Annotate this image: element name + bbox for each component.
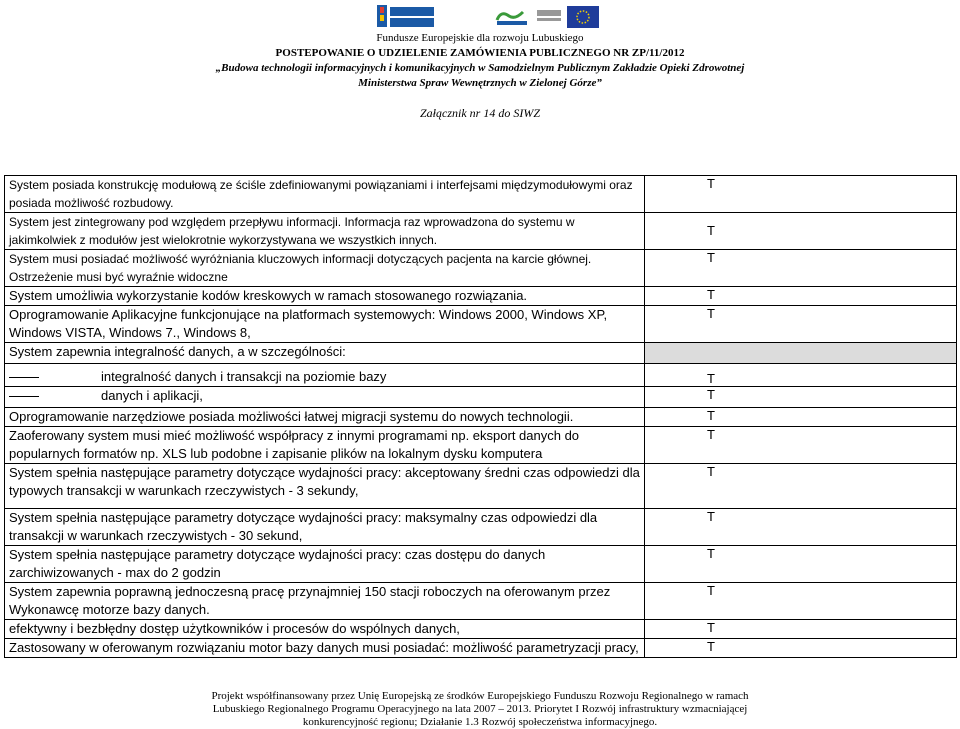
table-row [5, 546, 957, 583]
requirement-value: T [645, 509, 957, 546]
table-row [5, 427, 957, 464]
table-row [5, 176, 957, 213]
requirements-table [4, 175, 957, 658]
table-row [5, 639, 957, 658]
requirement-value: T [645, 387, 957, 408]
table-row [5, 364, 957, 387]
header-line-4: Ministerstwa Spraw Wewnętrznych w Zielonej Górze” [358, 77, 602, 89]
requirement-text: Oprogramowanie narzędziowe posiada możliwości łatwej migracji systemu do nowych technologii. [5, 408, 645, 427]
requirement-text: System spełnia następujące parametry dotyczące wydajności pracy: czas dostępu do danych zarchiwizowanych - max do 2 godzin [5, 546, 645, 583]
table-row [5, 213, 957, 250]
requirement-value: T [645, 427, 957, 464]
attachment-title: Załącznik nr 14 do SIWZ [420, 106, 540, 120]
table-row [5, 620, 957, 639]
requirement-text: Zaoferowany system musi mieć możliwość współpracy z innymi programami np. eksport danych do popularnych formatów np. XLS lub podobne i zapisanie plików na lokalnym dysku komputera [5, 427, 645, 464]
table-row [5, 509, 957, 546]
requirement-value-empty [645, 343, 957, 364]
requirement-value: T [645, 213, 957, 250]
table-row [5, 306, 957, 343]
requirement-value: T [645, 176, 957, 213]
table-row [5, 287, 957, 306]
requirement-text: System zapewnia poprawną jednoczesną pracę przynajmniej 150 stacji roboczych na oferowanym przez Wykonawcę motorze bazy danych. [5, 583, 645, 620]
requirement-value: T [645, 464, 957, 509]
requirement-text: System posiada konstrukcję modułową ze ściśle zdefiniowanymi powiązaniami i interfejsami międzymodułowymi oraz posiada możliwość rozbudowy. [5, 176, 645, 213]
header-line-3: „Budowa technologii informacyjnych i komunikacyjnych w Samodzielnym Publicznym Zakładzie Opieki Zdrowotnej [215, 62, 745, 74]
requirement-text: efektywny i bezbłędny dostęp użytkowników i procesów do wspólnych danych, [5, 620, 645, 639]
table-row [5, 464, 957, 509]
table-row [5, 408, 957, 427]
requirement-text: Zastosowany w oferowanym rozwiązaniu motor bazy danych musi posiadać: możliwość parametryzacji pracy, [5, 639, 645, 658]
table-row [5, 250, 957, 287]
dash-bullet-icon [9, 377, 39, 378]
requirement-bullet-item [5, 387, 645, 408]
dash-bullet-icon [9, 396, 39, 397]
requirement-value: T [645, 306, 957, 343]
footer-line-2: Lubuskiego Regionalnego Programu Operacyjnego na lata 2007 – 2013. Priorytet I Rozwój infrastruktury wzmacniającej [212, 703, 748, 715]
table-row [5, 387, 957, 408]
table-row [5, 583, 957, 620]
requirement-text: System spełnia następujące parametry dotyczące wydajności pracy: akceptowany średni czas odpowiedzi dla typowych transakcji w warunkach rzeczywistych - 3 sekundy, [5, 464, 645, 509]
header-line-1: Fundusze Europejskie dla rozwoju Lubuskiego [376, 32, 584, 44]
requirement-value: T [645, 287, 957, 306]
requirement-text: danych i aplikacji, [101, 388, 203, 403]
header-line-2: POSTEPOWANIE O UDZIELENIE ZAMÓWIENIA PUBLICZNEGO NR ZP/11/2012 [275, 47, 685, 59]
requirement-text: System musi posiadać możliwość wyróżniania kluczowych informacji dotyczących pacjenta na karcie głównej. Ostrzeżenie musi być wyraźnie widoczne [5, 250, 645, 287]
table-row [5, 343, 957, 364]
footer-line-1: Projekt współfinansowany przez Unię Europejską ze środków Europejskiego Funduszu Rozwoju Regionalnego w ramach [211, 690, 749, 702]
requirement-text: System jest zintegrowany pod względem przepływu informacji. Informacja raz wprowadzona do systemu w jakimkolwiek z modułów jest wielokrotnie wykorzystywana we wszystkich innych. [5, 213, 645, 250]
requirement-value: T [645, 546, 957, 583]
program-regionalny-logo [375, 3, 437, 31]
requirement-text: integralność danych i transakcji na poziomie bazy [101, 369, 387, 384]
requirement-text: Oprogramowanie Aplikacyjne funkcjonujące na platformach systemowych: Windows 2000, Windows XP, Windows VISTA, Windows 7., Windows 8, [5, 306, 645, 343]
requirement-value: T [645, 250, 957, 287]
requirement-value: T [645, 583, 957, 620]
requirement-text: System umożliwia wykorzystanie kodów kreskowych w ramach stosowanego rozwiązania. [5, 287, 645, 306]
requirement-value: T [645, 364, 957, 387]
requirement-value: T [645, 639, 957, 658]
requirement-value: T [645, 408, 957, 427]
requirement-value: T [645, 620, 957, 639]
requirement-text: System zapewnia integralność danych, a w szczególności: [5, 343, 645, 364]
header-logos [375, 3, 600, 31]
footer-line-3: konkurencyjność regionu; Działanie 1.3 Rozwój społeczeństwa informacyjnego. [302, 716, 658, 728]
requirement-text: System spełnia następujące parametry dotyczące wydajności pracy: maksymalny czas odpowiedzi dla transakcji w warunkach rzeczywistych - 30 sekund, [5, 509, 645, 546]
eu-flag-logo [535, 5, 600, 29]
lubuskie-logo [493, 6, 533, 28]
requirement-bullet-item [5, 364, 645, 387]
